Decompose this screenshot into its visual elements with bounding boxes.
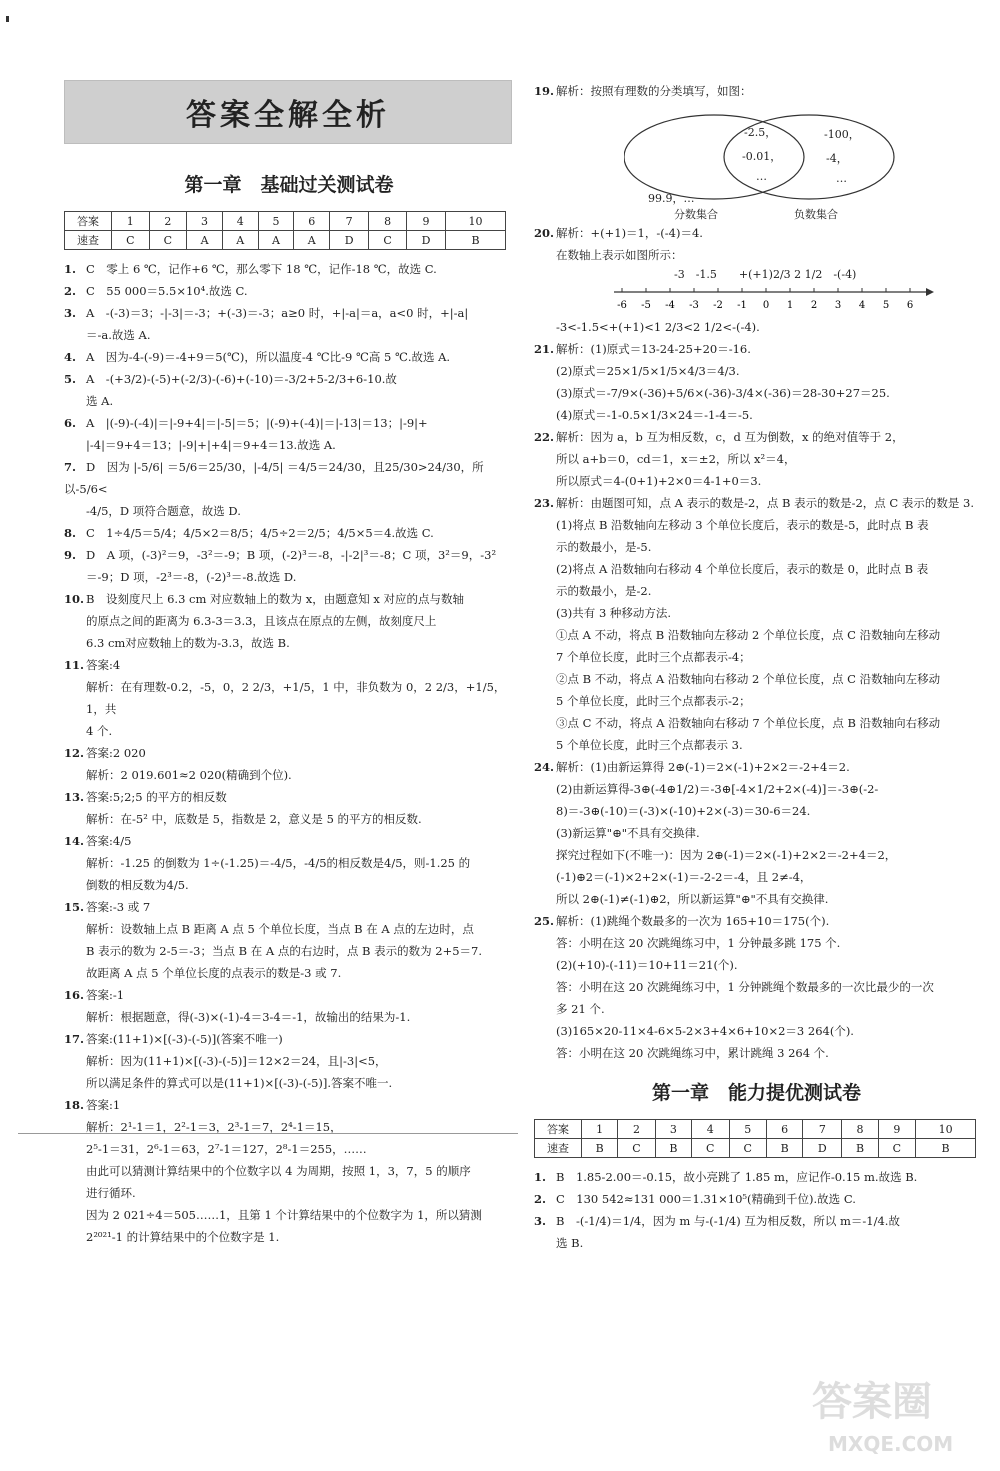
item-number: 18. <box>64 1098 85 1112</box>
venn-diagram <box>604 102 979 222</box>
item-text: 2⁵-1＝31，2⁶-1＝63，2⁷-1＝127，2⁸-1＝255，…… <box>86 1142 367 1156</box>
item-number: 4. <box>64 350 77 364</box>
item-text: A 因为-4-(-9)＝-4+9＝5(℃)，所以温度-4 ℃比-9 ℃高 5 ℃.故选 A. <box>86 350 451 364</box>
item-text: 解析：(1)跳绳个数最多的一次为 165+10＝175(个). <box>556 914 830 928</box>
table-cell: 3 <box>187 212 223 231</box>
item-number: 25. <box>534 914 555 928</box>
axis-tick-label: 0 <box>762 300 770 311</box>
axis-tick-label: -2 <box>713 300 723 311</box>
table-header-cell: 速查 <box>535 1139 582 1158</box>
list-item <box>64 654 514 742</box>
item-text: B 1.85-2.00＝-0.15，故小亮跳了 1.85 m，应记作-0.15 m.故选 B. <box>556 1170 918 1184</box>
item-text: 解析：根据题意，得(-3)×(-1)-4＝3-4＝-1，故输出的结果为-1. <box>86 1010 411 1024</box>
item-text: A -(-3)＝3；-|-3|＝-3；+(-3)＝-3；a≥0 时，+|-a|＝a，a<0 时，+|-a| <box>86 306 469 320</box>
corner-mark <box>6 16 9 22</box>
item-text: A -(+3/2)-(-5)+(-2/3)-(-6)+(-10)＝-3/2+5-2/3+6-10.故 <box>86 372 397 386</box>
list-item <box>534 910 979 1064</box>
item-text: ①点 A 不动，将点 B 沿数轴向左移动 2 个单位长度，点 C 沿数轴向左移动 <box>556 628 941 642</box>
watermark-logo: 答案圈 <box>812 1379 932 1425</box>
number-line-top-labels: -3 -1.5 +(+1)2/3 2 1/2 -(-4) <box>674 268 857 281</box>
table-cell: C <box>618 1139 656 1158</box>
item-text: (2)原式＝25×1/5×1/5×4/3＝4/3. <box>556 364 740 378</box>
item-text: C 1÷4/5＝5/4；4/5×2＝8/5；4/5÷2＝2/5；4/5×5＝4.故选 C. <box>86 526 434 540</box>
list-item <box>64 258 514 280</box>
item-text: 答案:2 020 <box>86 746 146 760</box>
item-text: 答：小明在这 20 次跳绳练习中，累计跳绳 3 264 个. <box>556 1046 829 1060</box>
venn-both-3: … <box>756 170 767 183</box>
item-text: D 因为 |-5/6| ＝5/6＝25/30，|-4/5| ＝4/5＝24/30，且25/30>24/30，所以-5/6< <box>64 460 484 496</box>
item-number: 1. <box>534 1170 547 1184</box>
table-cell: 9 <box>878 1120 916 1139</box>
axis-tick-label: -1 <box>737 300 747 311</box>
table-header-cell: 速查 <box>65 231 112 250</box>
table-cell: 4 <box>691 1120 729 1139</box>
answer-table-2 <box>534 1119 976 1158</box>
list-item <box>64 346 514 368</box>
item-number: 9. <box>64 548 77 562</box>
table-cell: B <box>767 1139 803 1158</box>
axis-tick-label: -3 <box>689 300 699 311</box>
number-line <box>614 266 979 316</box>
item-number: 7. <box>64 460 77 474</box>
list-item <box>64 984 514 1028</box>
item-text: -3<-1.5<+(+1)<1 2/3<2 1/2<-(-4). <box>556 320 760 334</box>
item-number: 2. <box>534 1192 547 1206</box>
venn-both-2: -0.01， <box>742 150 782 163</box>
item-text: C 55 000＝5.5×10⁴.故选 C. <box>86 284 248 298</box>
item-text: 所以满足条件的算式可以是(11+1)×[(-3)-(-5)].答案不唯一. <box>86 1076 393 1090</box>
item-text: (1)将点 B 沿数轴向左移动 3 个单位长度后，表示的数是-5，此时点 B 表 <box>556 518 929 532</box>
table-cell: C <box>691 1139 729 1158</box>
table-cell: 7 <box>330 212 369 231</box>
chapter-title-2: 第一章 能力提优测试卷 <box>651 1082 861 1104</box>
item-text: 6.3 cm对应数轴上的数为-3.3，故选 B. <box>86 636 290 650</box>
list-item <box>534 80 979 102</box>
item-text: 所以 2⊕(-1)≠(-1)⊕2，所以新运算"⊕"不具有交换律. <box>556 892 829 906</box>
table-cell: 8 <box>842 1120 878 1139</box>
item-text: 答案:(11+1)×[(-3)-(-5)](答案不唯一) <box>86 1032 283 1046</box>
item-number: 24. <box>534 760 555 774</box>
item-text: 解析：按照有理数的分类填写，如图： <box>556 84 752 98</box>
list-item <box>64 1028 514 1094</box>
table-cell: 6 <box>767 1120 803 1139</box>
item-text: B 设刻度尺上 6.3 cm 对应数轴上的数为 x，由题意知 x 对应的点与数轴 <box>86 592 464 606</box>
item-text: 进行循环. <box>86 1186 136 1200</box>
item-text: (2)由新运算得-3⊕(-4⊕1/2)＝-3⊕[-4×1/2+2×(-4)]＝-3⊕(-2- <box>556 782 879 796</box>
list-item <box>534 492 979 756</box>
item-text: (3)共有 3 种移动方法. <box>556 606 672 620</box>
left-column <box>64 80 514 1248</box>
item-text: 多 21 个. <box>556 1002 605 1016</box>
axis-tick-label: 2 <box>810 300 818 311</box>
venn-right-3: … <box>836 172 847 185</box>
list-item <box>64 412 514 456</box>
answer-list <box>64 258 514 1248</box>
item-text: 解析：+(+1)＝1，-(-4)＝4. <box>556 226 703 240</box>
item-text: 选 B. <box>556 1236 584 1250</box>
item-number: 12. <box>64 746 85 760</box>
item-text: 的原点之间的距离为 6.3-3＝3.3，且该点在原点的左侧，故刻度尺上 <box>86 614 437 628</box>
list-item <box>64 302 514 346</box>
section-divider <box>18 1133 518 1134</box>
item-number: 2. <box>64 284 77 298</box>
item-number: 3. <box>64 306 77 320</box>
item-number: 14. <box>64 834 85 848</box>
list-item <box>64 280 514 302</box>
item-text: 由此可以猜测计算结果中的个位数字以 4 为周期，按照 1，3，7，5 的顺序 <box>86 1164 471 1178</box>
item-text: B -(-1/4)＝1/4，因为 m 与-(-1/4) 互为相反数，所以 m＝-1/4.故 <box>556 1214 900 1228</box>
item-text: 解析：(1)由新运算得 2⊕(-1)＝2×(-1)+2×2＝-2+4＝2. <box>556 760 850 774</box>
table-cell: A <box>222 231 258 250</box>
list-item <box>64 368 514 412</box>
banner-title: 答案全解全析 <box>186 98 390 133</box>
list-item <box>534 1188 979 1210</box>
list-item <box>64 544 514 588</box>
item-number: 8. <box>64 526 77 540</box>
answer-list <box>534 1166 979 1254</box>
table-cell: 10 <box>446 212 506 231</box>
item-text: B 表示的数为 2-5＝-3；当点 B 在 A 点的右边时，点 B 表示的数为 2+5＝7. <box>86 944 483 958</box>
table-cell: 7 <box>803 1120 842 1139</box>
item-text: 因为 2 021÷4＝505……1，且第 1 个计算结果中的个位数字为 1，所以猜测 <box>86 1208 482 1222</box>
table-cell: A <box>187 231 223 250</box>
table-cell: C <box>878 1139 916 1158</box>
table-cell: 2 <box>149 212 187 231</box>
table-row <box>65 212 506 231</box>
item-number: 3. <box>534 1214 547 1228</box>
item-text: C 零上 6 ℃，记作+6 ℃，那么零下 18 ℃，记作-18 ℃，故选 C. <box>86 262 437 276</box>
venn-right-2: -4， <box>826 152 848 165</box>
item-text: 解析：因为 a，b 互为相反数，c，d 互为倒数，x 的绝对值等于 2， <box>556 430 904 444</box>
item-text: 5 个单位长度，此时三个点都表示-2； <box>556 694 751 708</box>
venn-left-label: 分数集合 <box>674 208 718 221</box>
item-text: ②点 B 不动，将点 A 沿数轴向右移动 2 个单位长度，点 C 沿数轴向左移动 <box>556 672 941 686</box>
table-cell: B <box>916 1139 976 1158</box>
axis-tick-label: 6 <box>906 300 914 311</box>
answer-list <box>534 222 979 266</box>
axis-tick-label: -5 <box>641 300 651 311</box>
item-text: |-4|＝9+4＝13；|-9|+|+4|＝9+4＝13.故选 A. <box>86 438 336 452</box>
axis-tick-label: 5 <box>882 300 890 311</box>
table-cell: A <box>258 231 294 250</box>
list-item <box>534 426 979 492</box>
item-text: ＝-a.故选 A. <box>86 328 151 342</box>
item-text: 在数轴上表示如图所示： <box>556 248 683 262</box>
table-cell: 8 <box>369 212 407 231</box>
item-text: 解析：因为(11+1)×[(-3)-(-5)]＝12×2＝24，且|-3|<5， <box>86 1054 387 1068</box>
item-text: 故距离 A 点 5 个单位长度的点表示的数是-3 或 7. <box>86 966 342 980</box>
list-item <box>64 456 514 522</box>
axis-arrow <box>926 288 934 296</box>
table-cell: 4 <box>222 212 258 231</box>
table-cell: 10 <box>916 1120 976 1139</box>
answer-table <box>64 211 506 250</box>
list-item <box>534 1166 979 1188</box>
item-text: 答案:-3 或 7 <box>86 900 151 914</box>
venn-right-label: 负数集合 <box>794 208 838 221</box>
table-cell: A <box>294 231 330 250</box>
table-header-cell: 答案 <box>65 212 112 231</box>
item-text: (3)165×20-11×4-6×5-2×3+4×6+10×2＝3 264(个). <box>556 1024 854 1038</box>
list-item <box>64 786 514 830</box>
item-text: 选 A. <box>86 394 114 408</box>
item-number: 19. <box>534 84 555 98</box>
item-text: 答案:4 <box>86 658 121 672</box>
item-text: 解析：由题图可知，点 A 表示的数是-2，点 B 表示的数是-2，点 C 表示的数是 3. <box>556 496 975 510</box>
item-number: 17. <box>64 1032 85 1046</box>
table-cell: 6 <box>294 212 330 231</box>
table-row <box>65 231 506 250</box>
table-cell: 1 <box>112 212 150 231</box>
table-cell: B <box>582 1139 618 1158</box>
item-number: 10. <box>64 592 85 606</box>
answer-list <box>534 80 979 102</box>
item-text: 倒数的相反数为4/5. <box>86 878 189 892</box>
list-item <box>534 1210 979 1254</box>
item-text: -4/5，D 项符合题意，故选 D. <box>86 504 241 518</box>
list-item <box>64 742 514 786</box>
item-text: 答案:4/5 <box>86 834 132 848</box>
item-text: 所以原式＝4-(0+1)+2×0＝4-1+0＝3. <box>556 474 762 488</box>
table-cell: B <box>446 231 506 250</box>
table-cell: D <box>330 231 369 250</box>
venn-both-1: -2.5， <box>744 126 777 139</box>
item-text: 解析：-1.25 的倒数为 1÷(-1.25)＝-4/5，-4/5的相反数是4/5，则-1.25 的 <box>86 856 471 870</box>
list-item <box>64 1094 514 1248</box>
item-number: 23. <box>534 496 555 510</box>
item-number: 13. <box>64 790 85 804</box>
item-text: (3)新运算"⊕"不具有交换律. <box>556 826 700 840</box>
table-cell: C <box>149 231 187 250</box>
table-cell: 9 <box>406 212 445 231</box>
item-text: (2)将点 A 沿数轴向右移动 4 个单位长度后，表示的数是 0，此时点 B 表 <box>556 562 929 576</box>
item-number: 16. <box>64 988 85 1002</box>
item-number: 6. <box>64 416 77 430</box>
item-text: 解析：(1)原式＝13-24-25+20＝-16. <box>556 342 751 356</box>
item-text: 探究过程如下(不唯一)：因为 2⊕(-1)＝2×(-1)+2×2＝-2+4＝2， <box>556 848 897 862</box>
item-text: 答案:5;2;5 的平方的相反数 <box>86 790 227 804</box>
answer-list <box>534 316 979 1064</box>
item-text: 解析：2 019.601≈2 020(精确到个位). <box>86 768 292 782</box>
list-item <box>64 896 514 984</box>
item-number: 21. <box>534 342 555 356</box>
item-text: (-1)⊕2＝(-1)×2+2×(-1)＝-2-2＝-4，且 2≠-4， <box>556 870 812 884</box>
table-cell: 1 <box>582 1120 618 1139</box>
item-text: 所以 a+b＝0，cd＝1，x＝±2，所以 x²＝4， <box>556 452 796 466</box>
table-header-cell: 答案 <box>535 1120 582 1139</box>
axis-tick-label: -6 <box>617 300 627 311</box>
list-item <box>534 338 979 426</box>
item-text: ＝-9；D 项，-2³＝-8，(-2)³＝-8.故选 D. <box>86 570 297 584</box>
axis-tick-label: 1 <box>786 300 794 311</box>
item-text: 5 个单位长度，此时三个点都表示 3. <box>556 738 743 752</box>
item-number: 15. <box>64 900 85 914</box>
right-column <box>534 80 979 1254</box>
page-banner <box>64 80 512 144</box>
table-cell: 5 <box>258 212 294 231</box>
axis-tick-label: 4 <box>858 300 866 311</box>
list-item <box>534 222 979 266</box>
item-text: 示的数最小，是-5. <box>556 540 652 554</box>
venn-left-only: 99.9，… <box>648 192 695 205</box>
item-text: 2²⁰²¹-1 的计算结果中的个位数字是 1. <box>86 1230 280 1244</box>
watermark-url: MXQE.COM <box>828 1432 954 1456</box>
list-item <box>64 830 514 896</box>
item-text: 4 个. <box>86 724 113 738</box>
list-item <box>534 756 979 910</box>
table-row <box>535 1120 976 1139</box>
item-number: 11. <box>64 658 85 672</box>
number-line-axis <box>614 278 934 322</box>
item-text: 答案:1 <box>86 1098 121 1112</box>
item-text: 解析：2¹-1＝1，2²-1＝3，2³-1＝7，2⁴-1＝15， <box>86 1120 342 1134</box>
table-cell: B <box>655 1139 691 1158</box>
item-text: (4)原式＝-1-0.5×1/3×24＝-1-4＝-5. <box>556 408 753 422</box>
table-cell: C <box>369 231 407 250</box>
item-number: 5. <box>64 372 77 386</box>
table-cell: D <box>406 231 445 250</box>
item-text: (2)(+10)-(-11)＝10+11＝21(个). <box>556 958 738 972</box>
list-item <box>64 522 514 544</box>
item-text: 答案:-1 <box>86 988 125 1002</box>
item-text: 解析：设数轴上点 B 距离 A 点 5 个单位长度，当点 B 在 A 点的左边时，点 <box>86 922 474 936</box>
item-number: 22. <box>534 430 555 444</box>
table-row <box>535 1139 976 1158</box>
item-text: C 130 542≈131 000＝1.31×10⁵(精确到千位).故选 C. <box>556 1192 856 1206</box>
table-cell: C <box>729 1139 767 1158</box>
item-number: 1. <box>64 262 77 276</box>
table-cell: 5 <box>729 1120 767 1139</box>
table-cell: 2 <box>618 1120 656 1139</box>
list-item <box>64 588 514 654</box>
item-text: D A 项，(-3)²＝9，-3²＝-9；B 项，(-2)³＝-8，-|-2|³＝-8；C 项，3²＝9，-3² <box>86 548 497 562</box>
table-cell: B <box>842 1139 878 1158</box>
table-cell: C <box>112 231 150 250</box>
axis-tick-label: -4 <box>665 300 675 311</box>
axis-tick-label: 3 <box>834 300 842 311</box>
table-cell: 3 <box>655 1120 691 1139</box>
item-text: 解析：在-5² 中，底数是 5，指数是 2，意义是 5 的平方的相反数. <box>86 812 422 826</box>
item-text: 8)＝-3⊕(-10)＝(-3)×(-10)+2×(-3)＝30-6＝24. <box>556 804 811 818</box>
item-text: 答：小明在这 20 次跳绳练习中，1 分钟最多跳 175 个. <box>556 936 841 950</box>
item-text: ③点 C 不动，将点 A 沿数轴向右移动 7 个单位长度，点 B 沿数轴向右移动 <box>556 716 941 730</box>
item-text: 7 个单位长度，此时三个点都表示-4； <box>556 650 751 664</box>
venn-right-1: -100， <box>824 128 860 141</box>
item-text: 答：小明在这 20 次跳绳练习中，1 分钟跳绳个数最多的一次比最少的一次 <box>556 980 934 994</box>
item-text: (3)原式＝-7/9×(-36)+5/6×(-36)-3/4×(-36)＝28-30+27＝25. <box>556 386 890 400</box>
item-text: 示的数最小，是-2. <box>556 584 652 598</box>
item-number: 20. <box>534 226 555 240</box>
table-cell: D <box>803 1139 842 1158</box>
item-text: A |(-9)-(-4)|＝|-9+4|＝|-5|＝5；|(-9)+(-4)|＝|-13|＝13；|-9|+ <box>86 416 428 430</box>
item-text: 解析：在有理数-0.2，-5，0，2 2/3，+1/5，1 中，非负数为 0，2 2/3，+1/5，1，共 <box>86 680 506 716</box>
chapter-title: 第一章 基础过关测试卷 <box>184 174 394 196</box>
